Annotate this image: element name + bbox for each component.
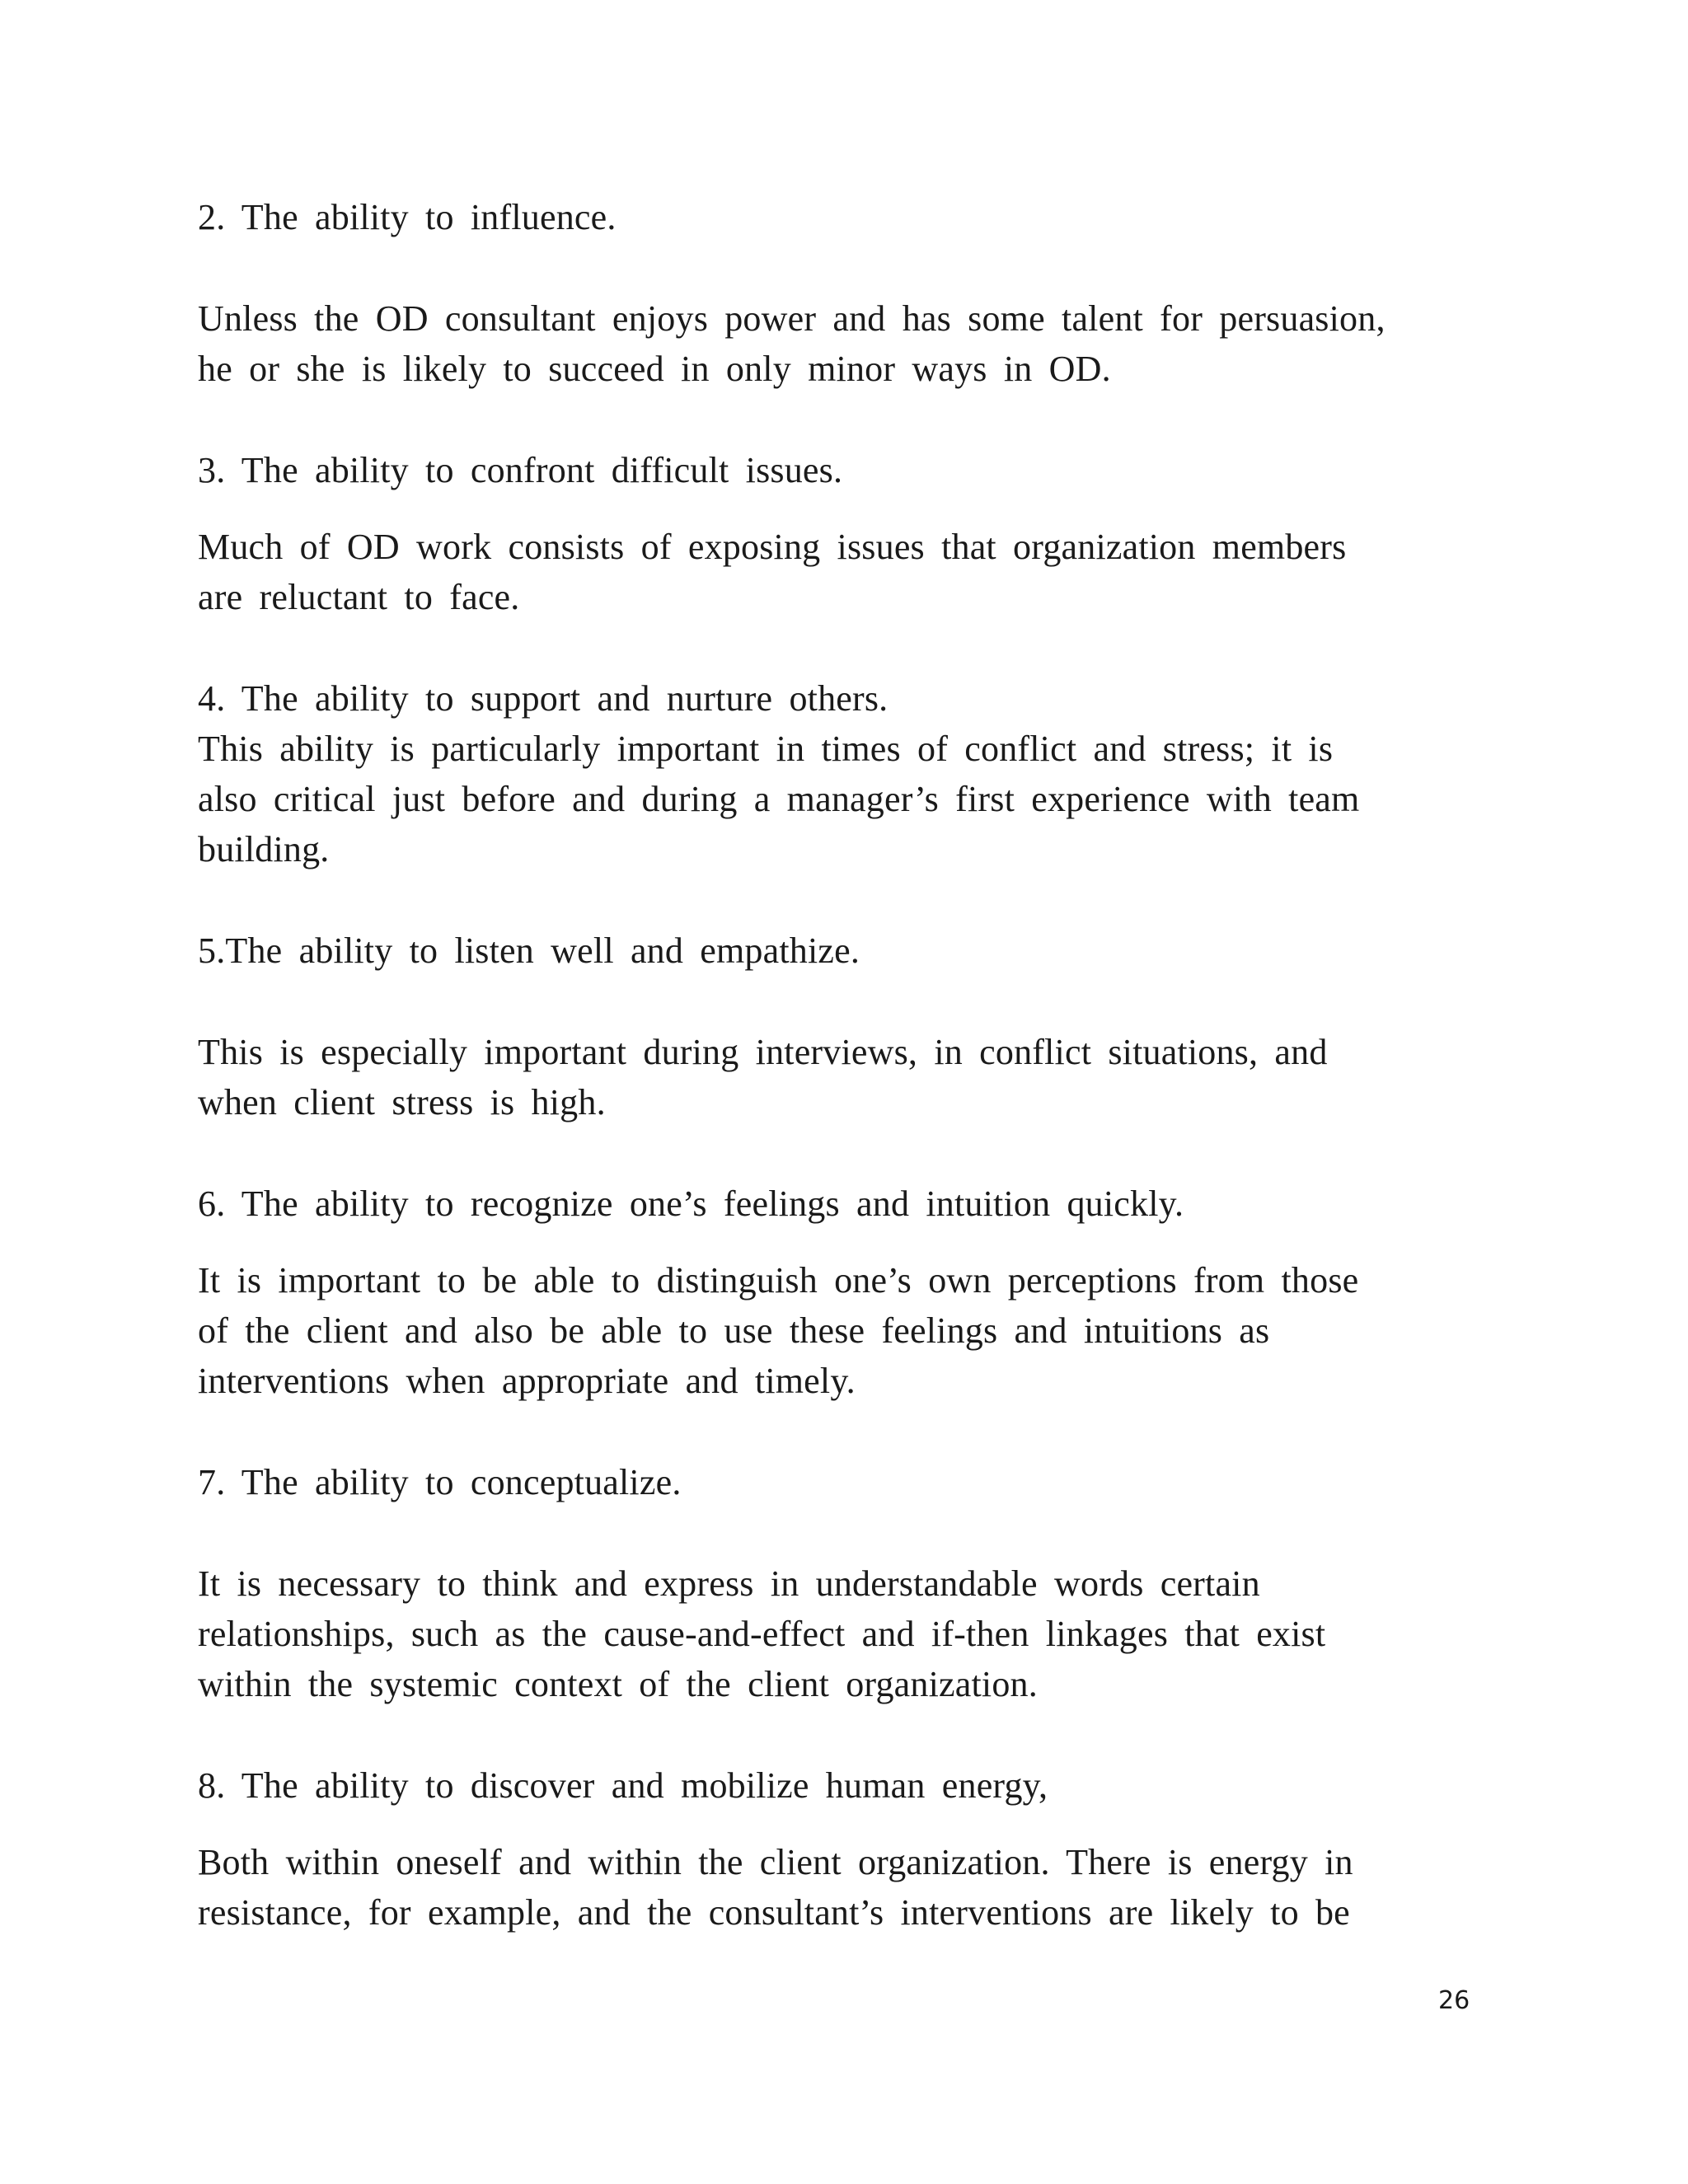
paragraph-line: Both within oneself and within the client organization. There is energy in bbox=[198, 1842, 1353, 1882]
paragraph-line: interventions when appropriate and timely. bbox=[198, 1361, 856, 1401]
paragraph-line: he or she is likely to succeed in only minor ways in OD. bbox=[198, 349, 1111, 389]
paragraph-line: are reluctant to face. bbox=[198, 577, 520, 617]
paragraph-line: when client stress is high. bbox=[198, 1082, 606, 1122]
paragraph-line: also critical just before and during a manager’s first experience with team bbox=[198, 779, 1360, 819]
heading-ability-to-conceptualize: 7. The ability to conceptualize. bbox=[198, 1462, 682, 1502]
paragraph-line: It is important to be able to distinguish one’s own perceptions from those bbox=[198, 1260, 1359, 1301]
paragraph-line: building. bbox=[198, 829, 330, 869]
heading-ability-to-confront: 3. The ability to confront difficult issues. bbox=[198, 450, 843, 490]
paragraph-line: resistance, for example, and the consultant’s interventions are likely to be bbox=[198, 1892, 1350, 1933]
heading-ability-to-support: 4. The ability to support and nurture others. bbox=[198, 678, 889, 719]
heading-ability-to-recognize: 6. The ability to recognize one’s feelings and intuition quickly. bbox=[198, 1183, 1184, 1224]
page-number: 26 bbox=[1438, 1986, 1470, 2015]
paragraph-line: It is necessary to think and express in understandable words certain bbox=[198, 1563, 1260, 1604]
heading-ability-to-listen: 5.The ability to listen well and empathize. bbox=[198, 930, 860, 971]
paragraph-line: This is especially important during interviews, in conflict situations, and bbox=[198, 1032, 1328, 1072]
paragraph-line: within the systemic context of the client organization. bbox=[198, 1664, 1038, 1704]
paragraph-line: Much of OD work consists of exposing issues that organization members bbox=[198, 527, 1347, 567]
paragraph-line: Unless the OD consultant enjoys power and has some talent for persuasion, bbox=[198, 298, 1386, 339]
heading-ability-to-influence: 2. The ability to influence. bbox=[198, 197, 617, 237]
paragraph-line: relationships, such as the cause-and-effect and if-then linkages that exist bbox=[198, 1614, 1326, 1654]
paragraph-line: This ability is particularly important in times of conflict and stress; it is bbox=[198, 729, 1334, 769]
paragraph-line: of the client and also be able to use these feelings and intuitions as bbox=[198, 1310, 1270, 1351]
heading-ability-to-discover: 8. The ability to discover and mobilize human energy, bbox=[198, 1765, 1048, 1806]
